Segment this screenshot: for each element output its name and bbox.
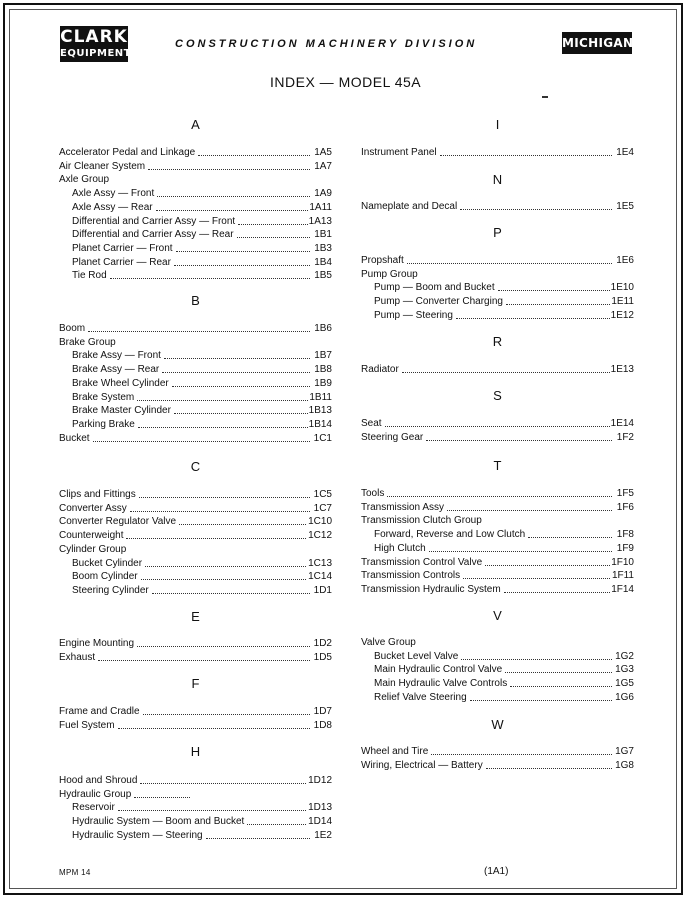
dot-leader bbox=[174, 413, 310, 414]
entry-page-ref: 1F10 bbox=[611, 556, 634, 568]
section-letter-b: B bbox=[191, 293, 200, 308]
index-entry bbox=[361, 691, 634, 705]
entry-page-ref: 1A7 bbox=[314, 160, 332, 172]
index-entry bbox=[59, 502, 332, 516]
dot-leader bbox=[385, 426, 612, 427]
index-entry bbox=[361, 268, 634, 282]
index-entry bbox=[59, 570, 332, 584]
index-entry bbox=[59, 336, 332, 350]
dot-leader bbox=[402, 372, 612, 373]
dot-leader bbox=[139, 497, 310, 498]
entry-page-ref: 1D2 bbox=[313, 638, 332, 649]
entry-label: Accelerator Pedal and Linkage bbox=[59, 147, 196, 158]
entry-page-ref: 1E11 bbox=[611, 296, 634, 308]
index-entry bbox=[59, 173, 332, 187]
index-entry bbox=[59, 363, 332, 377]
entry-label: Converter Assy bbox=[59, 502, 127, 514]
entry-label: Axle Group bbox=[59, 174, 110, 186]
section-letter-c: C bbox=[190, 459, 201, 474]
entry-label: Transmission Control Valve bbox=[361, 556, 483, 568]
entry-label: Forward, Reverse and Low Clutch bbox=[374, 529, 526, 541]
dot-leader bbox=[498, 290, 612, 291]
dot-leader bbox=[157, 196, 310, 197]
michigan-logo: MICHIGAN bbox=[562, 32, 632, 54]
index-entry bbox=[59, 377, 332, 391]
index-entry bbox=[59, 543, 332, 557]
division-heading: CONSTRUCTION MACHINERY DIVISION bbox=[175, 38, 478, 50]
dot-leader bbox=[486, 768, 612, 769]
index-entry bbox=[59, 801, 332, 815]
entry-label: Transmission Assy bbox=[361, 501, 444, 513]
index-entry bbox=[361, 295, 634, 309]
dot-leader bbox=[505, 672, 612, 673]
dot-leader bbox=[152, 593, 310, 594]
entry-label: Frame and Cradle bbox=[59, 706, 140, 717]
entry-page-ref: 1F11 bbox=[611, 570, 634, 582]
entry-label: Boom bbox=[59, 323, 86, 334]
dot-leader bbox=[506, 304, 612, 305]
entry-page-ref: 1E13 bbox=[610, 364, 634, 375]
entry-label: Transmission Clutch Group bbox=[361, 515, 482, 527]
dot-leader bbox=[141, 579, 310, 580]
entry-page-ref: 1A13 bbox=[308, 215, 332, 227]
section-letter-h: H bbox=[190, 744, 201, 759]
index-entry bbox=[59, 256, 332, 270]
dot-leader bbox=[130, 511, 310, 512]
entry-page-ref: 1B6 bbox=[314, 323, 332, 334]
entry-page-ref: 1E2 bbox=[314, 829, 332, 841]
index-entry bbox=[361, 663, 634, 677]
index-entry bbox=[361, 636, 634, 650]
entry-label: Hydraulic Group bbox=[59, 788, 132, 800]
entry-label: Engine Mounting bbox=[59, 638, 135, 649]
entry-label: Radiator bbox=[361, 364, 399, 375]
index-entry bbox=[59, 515, 332, 529]
entry-page-ref: 1F8 bbox=[616, 529, 634, 541]
index-entry bbox=[361, 146, 634, 160]
entry-page-ref: 1B13 bbox=[308, 405, 332, 417]
entry-label: Pump — Converter Charging bbox=[374, 296, 503, 308]
index-entry bbox=[59, 488, 332, 502]
entry-page-ref: 1E10 bbox=[610, 282, 634, 294]
index-entry bbox=[361, 650, 634, 664]
entry-label: Tools bbox=[361, 488, 385, 499]
dot-leader bbox=[461, 659, 612, 660]
entry-label: Cylinder Group bbox=[59, 543, 127, 555]
index-entry bbox=[59, 391, 332, 405]
dot-leader bbox=[134, 797, 190, 798]
dot-leader bbox=[143, 714, 310, 715]
entry-page-ref: 1G7 bbox=[615, 746, 634, 757]
entry-page-ref: 1C10 bbox=[308, 516, 332, 528]
entry-page-ref: 1E14 bbox=[610, 418, 634, 429]
entry-label: Air Cleaner System bbox=[59, 160, 146, 172]
page-title: INDEX — MODEL 45A bbox=[270, 74, 422, 90]
section-letter-a: A bbox=[191, 117, 200, 132]
section-letter-p: P bbox=[493, 225, 502, 240]
entry-page-ref: 1G2 bbox=[615, 650, 634, 662]
dot-leader bbox=[126, 538, 310, 539]
entry-page-ref: 1C14 bbox=[308, 571, 332, 583]
section-letter-s: S bbox=[493, 388, 502, 403]
entry-label: Transmission Hydraulic System bbox=[361, 583, 501, 595]
entry-label: Wiring, Electrical — Battery bbox=[361, 759, 483, 771]
index-entry bbox=[361, 556, 634, 570]
section-letter-n: N bbox=[492, 172, 503, 187]
dot-leader bbox=[431, 754, 612, 755]
section-letter-r: R bbox=[492, 334, 503, 349]
entry-label: Counterweight bbox=[59, 530, 124, 542]
index-entry bbox=[59, 829, 332, 843]
index-entry bbox=[361, 431, 634, 445]
index-entry bbox=[59, 201, 332, 215]
section-letter-v: V bbox=[493, 608, 502, 623]
index-entry bbox=[361, 254, 634, 268]
index-entry bbox=[59, 432, 332, 446]
entry-label: Transmission Controls bbox=[361, 570, 461, 582]
entry-label: Pump — Boom and Bucket bbox=[374, 282, 495, 294]
index-entry bbox=[59, 815, 332, 829]
index-entry bbox=[59, 215, 332, 229]
section-letter-i: I bbox=[495, 117, 500, 132]
entry-label: Planet Carrier — Front bbox=[72, 242, 173, 254]
entry-page-ref: 1A9 bbox=[314, 188, 332, 200]
entry-page-ref: 1G8 bbox=[615, 759, 634, 771]
entry-page-ref: 1G3 bbox=[615, 664, 634, 676]
dot-leader bbox=[138, 427, 310, 428]
entry-page-ref: 1A5 bbox=[314, 147, 332, 158]
entry-label: Instrument Panel bbox=[361, 147, 437, 158]
dot-leader bbox=[179, 524, 310, 525]
index-entry bbox=[59, 187, 332, 201]
dot-leader bbox=[440, 155, 612, 156]
entry-page-ref: 1F2 bbox=[616, 431, 634, 443]
entry-page-ref: 1F6 bbox=[616, 501, 634, 513]
entry-page-ref: 1E12 bbox=[610, 309, 634, 321]
index-entry bbox=[59, 637, 332, 651]
index-entry bbox=[361, 363, 634, 377]
dot-leader bbox=[118, 810, 310, 811]
index-entry bbox=[361, 528, 634, 542]
dot-leader bbox=[98, 660, 310, 661]
dot-leader bbox=[485, 565, 612, 566]
clark-equipment-logo bbox=[60, 26, 131, 62]
dot-leader bbox=[118, 728, 310, 729]
entry-page-ref: 1G6 bbox=[615, 691, 634, 703]
entry-label: Bucket Level Valve bbox=[374, 650, 459, 662]
entry-page-ref: 1C1 bbox=[313, 432, 332, 444]
dot-leader bbox=[137, 646, 310, 647]
entry-page-ref: 1B1 bbox=[314, 229, 332, 241]
entry-label: High Clutch bbox=[374, 542, 426, 554]
entry-label: Wheel and Tire bbox=[361, 746, 429, 757]
entry-label: Fuel System bbox=[59, 719, 115, 731]
entry-label: Main Hydraulic Control Valve bbox=[374, 664, 503, 676]
entry-page-ref: 1B3 bbox=[314, 242, 332, 254]
entry-page-ref: 1B7 bbox=[314, 350, 332, 362]
dot-leader bbox=[176, 251, 310, 252]
dot-leader bbox=[174, 265, 310, 266]
index-entry bbox=[59, 404, 332, 418]
entry-label: Propshaft bbox=[361, 255, 404, 266]
entry-label: Brake Assy — Front bbox=[72, 350, 161, 362]
dot-leader bbox=[88, 331, 310, 332]
index-entry bbox=[361, 200, 634, 214]
section-letter-e: E bbox=[191, 609, 200, 624]
entry-page-ref: 1B5 bbox=[314, 270, 332, 282]
dot-leader bbox=[504, 592, 612, 593]
index-entry bbox=[361, 759, 634, 773]
entry-label: Brake Group bbox=[59, 336, 116, 348]
index-entry bbox=[59, 774, 332, 788]
clark-logo-line1: CLARK bbox=[60, 27, 128, 47]
index-entry bbox=[361, 583, 634, 597]
dot-leader bbox=[172, 386, 310, 387]
entry-page-ref: 1F9 bbox=[616, 542, 634, 554]
entry-page-ref: 1C13 bbox=[308, 557, 332, 569]
index-entry bbox=[59, 584, 332, 598]
index-entry bbox=[59, 788, 332, 802]
entry-page-ref: 1D12 bbox=[308, 775, 332, 786]
entry-page-ref: 1D5 bbox=[313, 651, 332, 663]
entry-page-ref: 1G5 bbox=[615, 678, 634, 690]
index-entry bbox=[361, 281, 634, 295]
index-entry bbox=[361, 487, 634, 501]
index-entry bbox=[361, 309, 634, 323]
index-entry bbox=[59, 651, 332, 665]
entry-page-ref: 1B11 bbox=[309, 391, 332, 403]
index-entry bbox=[59, 418, 332, 432]
entry-label: Bucket Cylinder bbox=[72, 557, 143, 569]
entry-page-ref: 1C7 bbox=[313, 502, 332, 514]
index-entry bbox=[361, 514, 634, 528]
entry-label: Nameplate and Decal bbox=[361, 201, 458, 212]
entry-label: Relief Valve Steering bbox=[374, 691, 467, 703]
entry-label: Steering Gear bbox=[361, 431, 424, 443]
dot-leader bbox=[206, 838, 310, 839]
entry-page-ref: 1C5 bbox=[313, 489, 332, 500]
dot-leader bbox=[137, 400, 310, 401]
dot-leader bbox=[429, 551, 612, 552]
entry-label: Hydraulic System — Boom and Bucket bbox=[72, 816, 245, 828]
dot-leader bbox=[238, 224, 310, 225]
entry-label: Pump Group bbox=[361, 268, 418, 280]
index-entry bbox=[361, 501, 634, 515]
entry-label: Clips and Fittings bbox=[59, 489, 136, 500]
entry-page-ref: 1E5 bbox=[616, 201, 634, 212]
index-entry bbox=[59, 705, 332, 719]
entry-label: Brake System bbox=[72, 391, 135, 403]
entry-page-ref: 1A11 bbox=[309, 201, 332, 213]
dot-leader bbox=[447, 510, 612, 511]
index-entry bbox=[59, 719, 332, 733]
index-entry bbox=[59, 242, 332, 256]
clark-logo-line2: EQUIPMENT bbox=[60, 48, 131, 59]
section-letter-f: F bbox=[191, 676, 200, 691]
entry-label: Differential and Carrier Assy — Front bbox=[72, 215, 236, 227]
index-entry bbox=[361, 542, 634, 556]
entry-label: Brake Assy — Rear bbox=[72, 364, 160, 376]
entry-label: Axle Assy — Front bbox=[72, 188, 155, 200]
dot-leader bbox=[237, 237, 310, 238]
index-entry bbox=[59, 557, 332, 571]
dot-leader bbox=[140, 783, 310, 784]
entry-page-ref: 1D1 bbox=[313, 584, 332, 596]
index-entry bbox=[59, 529, 332, 543]
entry-label: Exhaust bbox=[59, 651, 96, 663]
index-entry bbox=[59, 322, 332, 336]
entry-page-ref: 1B4 bbox=[314, 256, 332, 268]
dot-leader bbox=[407, 263, 612, 264]
entry-label: Parking Brake bbox=[72, 418, 135, 430]
index-entry bbox=[59, 269, 332, 283]
entry-label: Boom Cylinder bbox=[72, 571, 138, 583]
dot-leader bbox=[528, 537, 612, 538]
index-entry bbox=[361, 745, 634, 759]
dot-leader bbox=[93, 441, 310, 442]
entry-page-ref: 1E4 bbox=[616, 147, 634, 158]
index-entry bbox=[59, 349, 332, 363]
index-entry bbox=[59, 160, 332, 174]
entry-page-ref: 1D8 bbox=[313, 719, 332, 731]
entry-label: Axle Assy — Rear bbox=[72, 201, 153, 213]
dot-leader bbox=[247, 824, 310, 825]
entry-page-ref: 1D14 bbox=[308, 816, 332, 828]
entry-label: Valve Group bbox=[361, 637, 416, 648]
entry-page-ref: 1B14 bbox=[308, 418, 332, 430]
entry-label: Bucket bbox=[59, 432, 90, 444]
index-entry bbox=[59, 228, 332, 242]
dot-leader bbox=[456, 318, 612, 319]
entry-label: Converter Regulator Valve bbox=[59, 516, 177, 528]
entry-label: Reservoir bbox=[72, 802, 115, 814]
index-entry bbox=[361, 417, 634, 431]
dot-leader bbox=[162, 372, 310, 373]
entry-page-ref: 1D7 bbox=[313, 706, 332, 717]
dot-leader bbox=[510, 686, 612, 687]
entry-page-ref: 1D13 bbox=[308, 802, 332, 814]
section-letter-t: T bbox=[493, 458, 502, 473]
dot-leader bbox=[164, 358, 310, 359]
entry-label: Brake Wheel Cylinder bbox=[72, 377, 169, 389]
dot-leader bbox=[110, 278, 310, 279]
dot-leader bbox=[156, 210, 310, 211]
entry-label: Brake Master Cylinder bbox=[72, 405, 171, 417]
dot-leader bbox=[148, 169, 310, 170]
index-entry bbox=[361, 677, 634, 691]
entry-label: Main Hydraulic Valve Controls bbox=[374, 678, 508, 690]
entry-page-ref: 1B8 bbox=[314, 364, 332, 376]
dot-leader bbox=[460, 209, 612, 210]
entry-label: Steering Cylinder bbox=[72, 584, 149, 596]
dot-leader bbox=[387, 496, 612, 497]
index-entry bbox=[59, 146, 332, 160]
footer-page-ref: (1A1) bbox=[484, 866, 509, 877]
entry-label: Seat bbox=[361, 418, 382, 429]
index-entry bbox=[361, 569, 634, 583]
dot-leader bbox=[470, 700, 612, 701]
entry-page-ref: 1F14 bbox=[611, 583, 634, 595]
dot-leader bbox=[145, 566, 310, 567]
dot-leader bbox=[198, 155, 310, 156]
stray-mark bbox=[542, 96, 548, 98]
entry-label: Tie Rod bbox=[72, 270, 107, 282]
footer-manual-code: MPM 14 bbox=[59, 868, 91, 877]
entry-page-ref: 1B9 bbox=[314, 377, 332, 389]
entry-page-ref: 1F5 bbox=[616, 488, 634, 499]
dot-leader bbox=[463, 578, 612, 579]
entry-label: Planet Carrier — Rear bbox=[72, 256, 171, 268]
entry-label: Pump — Steering bbox=[374, 309, 453, 321]
entry-page-ref: 1E6 bbox=[616, 255, 634, 266]
entry-page-ref: 1C12 bbox=[308, 530, 332, 542]
entry-label: Hydraulic System — Steering bbox=[72, 829, 203, 841]
entry-label: Differential and Carrier Assy — Rear bbox=[72, 229, 234, 241]
section-letter-w: W bbox=[491, 717, 504, 732]
entry-label: Hood and Shroud bbox=[59, 775, 138, 786]
dot-leader bbox=[426, 440, 612, 441]
